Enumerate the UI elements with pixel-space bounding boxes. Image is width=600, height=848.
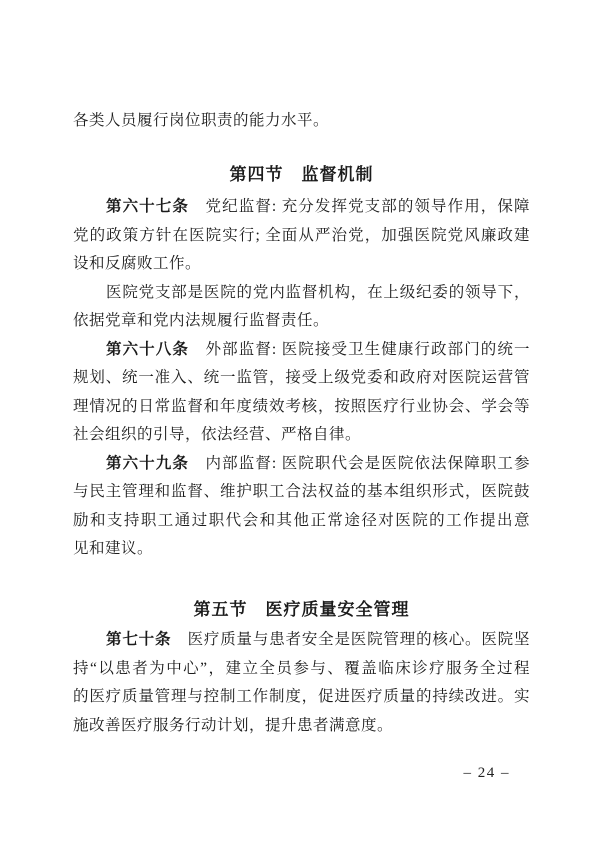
body-line: 理情况的日常监督和年度绩效考核，按照医疗行业协会、学会等 xyxy=(73,397,530,415)
body-line: 规划、统一准入、统一监管，接受上级党委和政府对医院运营管 xyxy=(73,369,530,386)
article-68-term: 第六十八条 xyxy=(106,340,189,358)
body-line: 施改善医疗服务行动计划，提升患者满意度。 xyxy=(73,716,394,734)
section-heading-4: 第四节 监督机制 xyxy=(229,164,374,184)
body-line xyxy=(73,626,530,655)
article-70-term: 第七十条 xyxy=(106,631,172,648)
article-69-term: 第六十九条 xyxy=(106,454,189,472)
body-text: 医疗质量与患者安全是医院管理的核心。医院坚 xyxy=(171,631,530,648)
body-line: 持“以患者为中心”，建立全员参与、覆盖临床诊疗服务全过程 xyxy=(73,659,530,677)
body-text: 内部监督: 医院职代会是医院依法保障职工参 xyxy=(188,454,530,472)
body-line: 与民主管理和监督、维护职工合法权益的基本组织形式，医院鼓 xyxy=(73,483,530,500)
body-line: 励和支持职工通过职代会和其他正常途径对医院的工作提出意 xyxy=(73,511,530,529)
article-69-paragraph xyxy=(73,450,530,564)
section-heading-5: 第五节 医疗质量安全管理 xyxy=(193,599,410,619)
body-line: 见和建议。 xyxy=(73,540,154,557)
body-line: 医院党支部是医院的党内监督机构，在上级纪委的领导下， xyxy=(106,283,530,301)
body-line xyxy=(73,336,530,365)
page-number: – 24 – xyxy=(463,765,510,781)
body-line: 社会组织的引导，依法经营、严格自律。 xyxy=(73,426,362,443)
party-branch-paragraph xyxy=(73,279,530,336)
body-line xyxy=(73,193,530,222)
article-67-term: 第六十七条 xyxy=(106,198,189,215)
page-content xyxy=(73,0,530,740)
body-text: 党纪监督: 充分发挥党支部的领导作用，保障 xyxy=(188,198,530,215)
body-line: 设和反腐败工作。 xyxy=(73,255,202,272)
body-line-continuation: 各类人员履行岗位职责的能力水平。 xyxy=(73,112,330,129)
article-70-paragraph xyxy=(73,626,530,740)
body-line: 依据党章和党内法规履行监督责任。 xyxy=(73,312,330,329)
body-text: 外部监督: 医院接受卫生健康行政部门的统一 xyxy=(188,340,530,358)
body-line: 的医疗质量管理与控制工作制度，促进医疗质量的持续改进。实 xyxy=(73,688,530,705)
article-67-paragraph xyxy=(73,193,530,279)
body-line xyxy=(73,450,530,479)
article-68-paragraph xyxy=(73,336,530,450)
body-line: 党的政策方针在医院实行; 全面从严治党，加强医院党风廉政建 xyxy=(73,226,530,244)
